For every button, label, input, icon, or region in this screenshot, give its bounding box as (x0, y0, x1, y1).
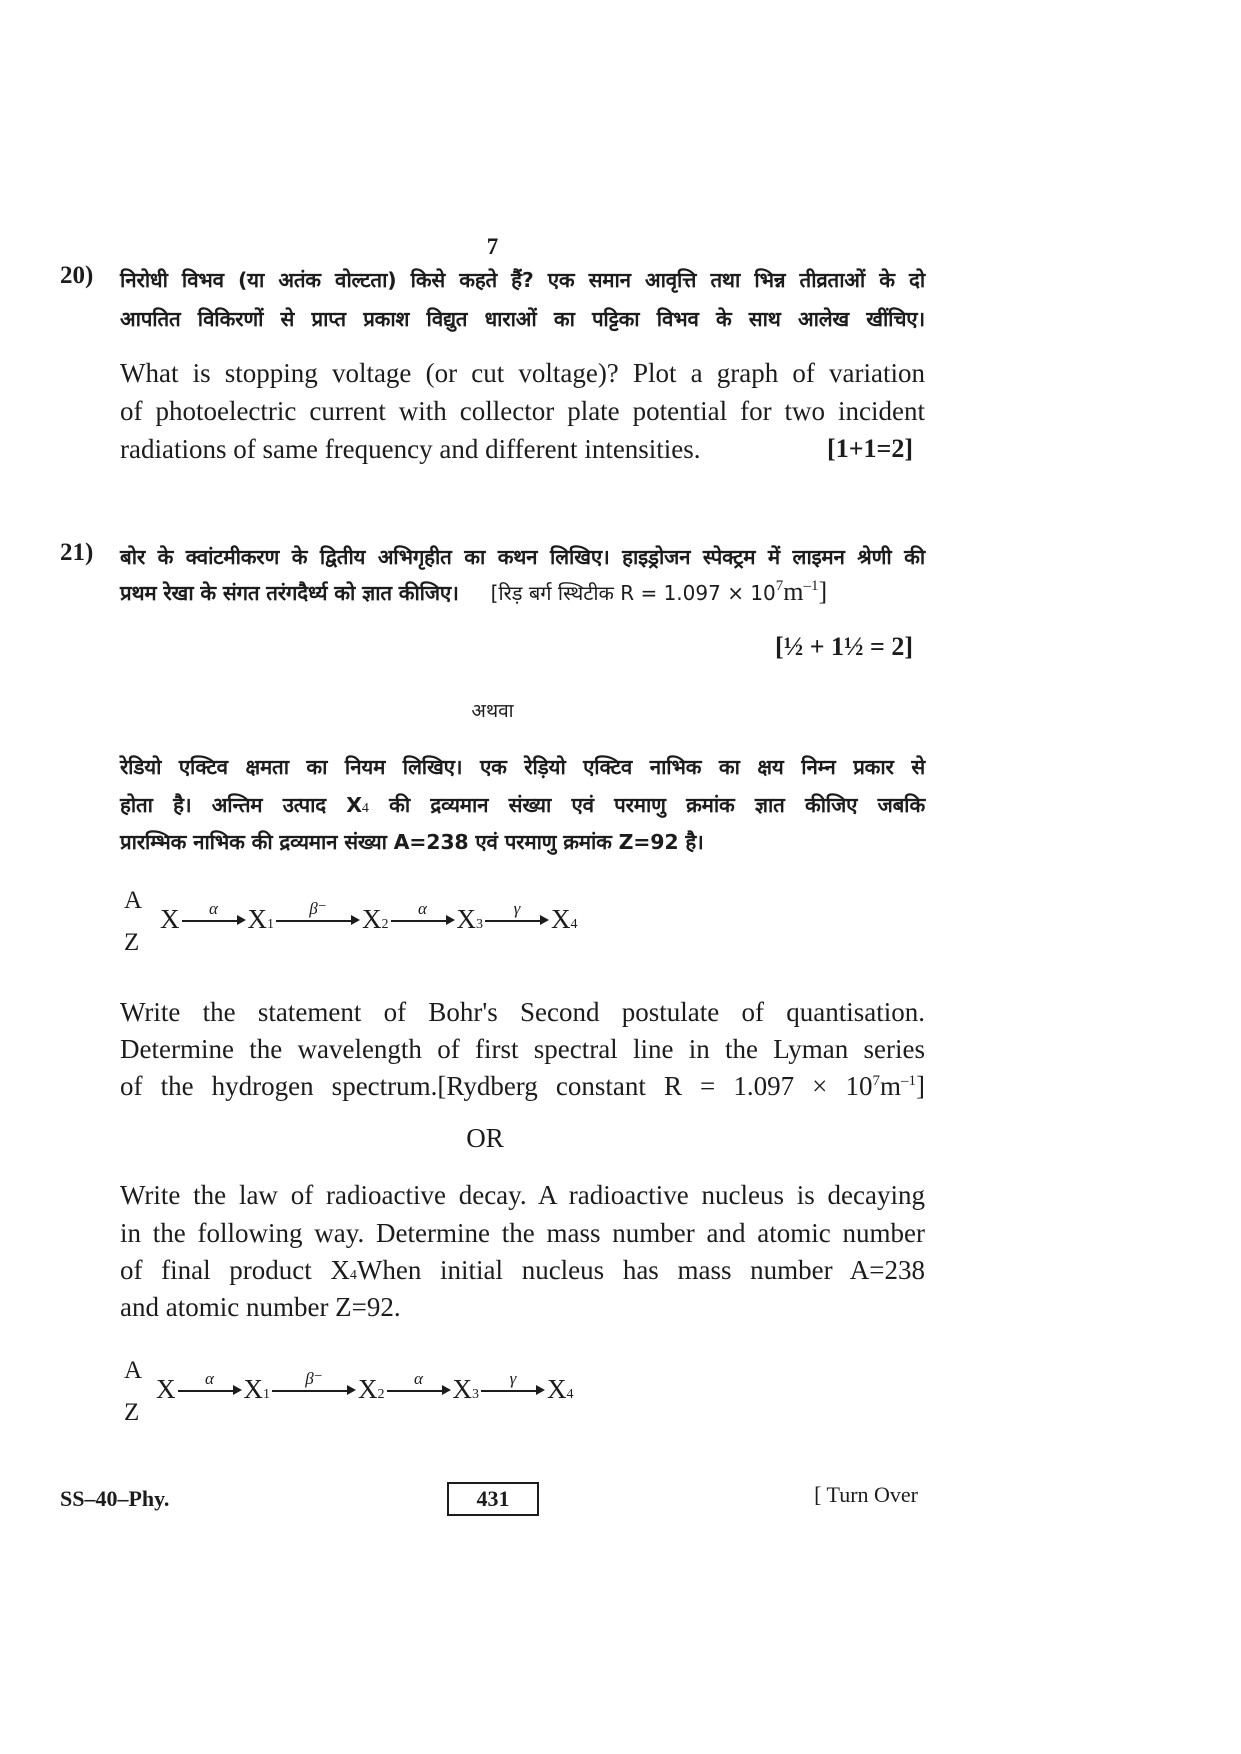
q21-english-line3 (120, 1071, 925, 1102)
decay-chain-row (156, 1369, 574, 1405)
decay-arrow-gamma (485, 899, 549, 928)
arrow-label: α (414, 1369, 423, 1388)
exponent: 7 (872, 1073, 880, 1089)
paper-code: SS–40–Phy. (60, 1486, 170, 1511)
question-21-number: 21) (60, 539, 94, 566)
q20-english-line3: radiations of same frequency and different intensities. (120, 434, 701, 464)
product-index: 2 (381, 917, 389, 932)
product: X (247, 904, 267, 934)
q21-hindi-line1: बोर के क्वांटमीकरण के द्वितीय अभिगृहीत का कथन लिखिए। हाइड्रोजन स्पेक्ट्रम में लाइमन श्रेणी की (120, 545, 925, 569)
q21-hindi-line2 (120, 577, 925, 607)
start-nucleus: X (156, 1374, 176, 1404)
unit: m (783, 577, 804, 606)
bracket: ] (916, 1071, 925, 1101)
q21-alt-english-line4: and atomic number Z=92. (120, 1292, 401, 1322)
arrow-label: β⁻ (309, 899, 327, 918)
product-index: 4 (570, 917, 578, 932)
decay-arrow-gamma (481, 1369, 545, 1398)
arrow-label: γ (513, 899, 521, 918)
q21-english-line1: Write the statement of Bohr's Second postulate of quantisation. (120, 997, 925, 1027)
or-hindi: अथवा (471, 700, 514, 722)
product-index: 1 (267, 917, 274, 932)
mass-number-symbol: A (124, 887, 143, 914)
arrow-label: γ (509, 1369, 517, 1388)
product-index: 2 (377, 1387, 385, 1402)
exponent: –1 (901, 1073, 916, 1089)
decay-chain-row (160, 899, 578, 935)
subscript: 4 (361, 801, 369, 816)
alt-eng-text-a: of final product X (120, 1255, 350, 1285)
atomic-number-symbol: Z (124, 1399, 140, 1426)
arrow-label: α (418, 899, 427, 918)
exponent: –1 (803, 578, 819, 594)
q21-alt-hindi-line3: प्रारम्भिक नाभिक की द्रव्यमान संख्या A=238 एवं परमाणु क्रमांक Z=92 है। (120, 830, 704, 854)
arrow-label: α (205, 1369, 214, 1388)
decay-arrow-alpha (182, 899, 246, 928)
q20-hindi-line2: आपतित विकिरणों से प्राप्त प्रकाश विद्युत धाराओं का पट्टिका विभव के साथ आलेख खींचिए। (120, 307, 925, 331)
start-nucleus: X (160, 904, 180, 934)
q20-english-line1: What is stopping voltage (or cut voltage)? Plot a graph of variation (120, 358, 925, 388)
bracket: ] (818, 577, 828, 606)
question-20-number: 20) (60, 262, 94, 289)
q21-hindi-rydberg-label: [रिड़ बर्ग स्थिटीक R = 1.097 × 10 (490, 581, 776, 605)
product: X (358, 1374, 378, 1404)
page-code-box: 431 (447, 1482, 539, 1516)
alt-hindi-text-b: की द्रव्यमान संख्या एवं परमाणु क्रमांक ज्ञात कीजिए जबकि (368, 793, 925, 817)
product: X (551, 904, 571, 934)
product: X (456, 904, 476, 934)
arrow-label: α (209, 899, 218, 918)
product-index: 3 (476, 917, 483, 932)
q21-marks: [½ + 1½ = 2] (775, 632, 913, 661)
page-number: 7 (486, 234, 499, 259)
q20-marks: [1+1=2] (827, 434, 913, 463)
product: X (452, 1374, 472, 1404)
unit: m (879, 1071, 901, 1101)
product-index: 1 (263, 1387, 270, 1402)
mass-number-symbol: A (124, 1357, 143, 1384)
turn-over-label: [ Turn Over (814, 1482, 918, 1507)
q21-alt-english-line3 (120, 1255, 925, 1286)
q21-alt-hindi-line2 (120, 791, 925, 819)
q21-alt-english-line2: in the following way. Determine the mass number and atomic number (120, 1218, 925, 1248)
q21-hindi-line2-text: प्रथम रेखा के संगत तरंगदैर्ध्य को ज्ञात कीजिए। (120, 581, 459, 605)
decay-arrow-beta (272, 1369, 356, 1398)
alt-eng-text-b: When initial nucleus has mass number A=238 (356, 1255, 925, 1285)
exponent: 7 (775, 578, 784, 594)
product: X (362, 904, 382, 934)
q20-english-line2: of photoelectric current with collector plate potential for two incident (120, 396, 925, 426)
product-index: 4 (566, 1387, 574, 1402)
alt-hindi-text-a: होता है। अन्तिम उत्पाद X (120, 793, 362, 817)
or-english: OR (466, 1123, 504, 1153)
decay-arrow-alpha (391, 899, 455, 928)
q21-alt-hindi-line1: रेडियो एक्टिव क्षमता का नियम लिखिए। एक रेड़ियो एक्टिव नाभिक का क्षय निम्न प्रकार से (120, 755, 925, 779)
q21-english-line2: Determine the wavelength of first spectral line in the Lyman series (120, 1034, 925, 1064)
decay-arrow-alpha (178, 1369, 242, 1398)
q21-alt-english-line1: Write the law of radioactive decay. A radioactive nucleus is decaying (120, 1180, 925, 1210)
product-index: 3 (472, 1387, 479, 1402)
q21-hindi-rydberg (491, 577, 828, 606)
product: X (243, 1374, 263, 1404)
arrow-label: β⁻ (305, 1369, 323, 1388)
product: X (547, 1374, 567, 1404)
atomic-number-symbol: Z (124, 929, 140, 956)
decay-arrow-beta (276, 899, 360, 928)
q20-hindi-line1: निरोधी विभव (या अतंक वोल्टता) किसे कहते हैं? एक समान आवृत्ति तथा भिन्न तीव्रताओं के दो (120, 268, 925, 292)
eng-rydberg-text: of the hydrogen spectrum.[Rydberg constant R = 1.097 × 10 (120, 1071, 873, 1101)
subscript: 4 (349, 1268, 357, 1283)
decay-arrow-alpha (387, 1369, 451, 1398)
